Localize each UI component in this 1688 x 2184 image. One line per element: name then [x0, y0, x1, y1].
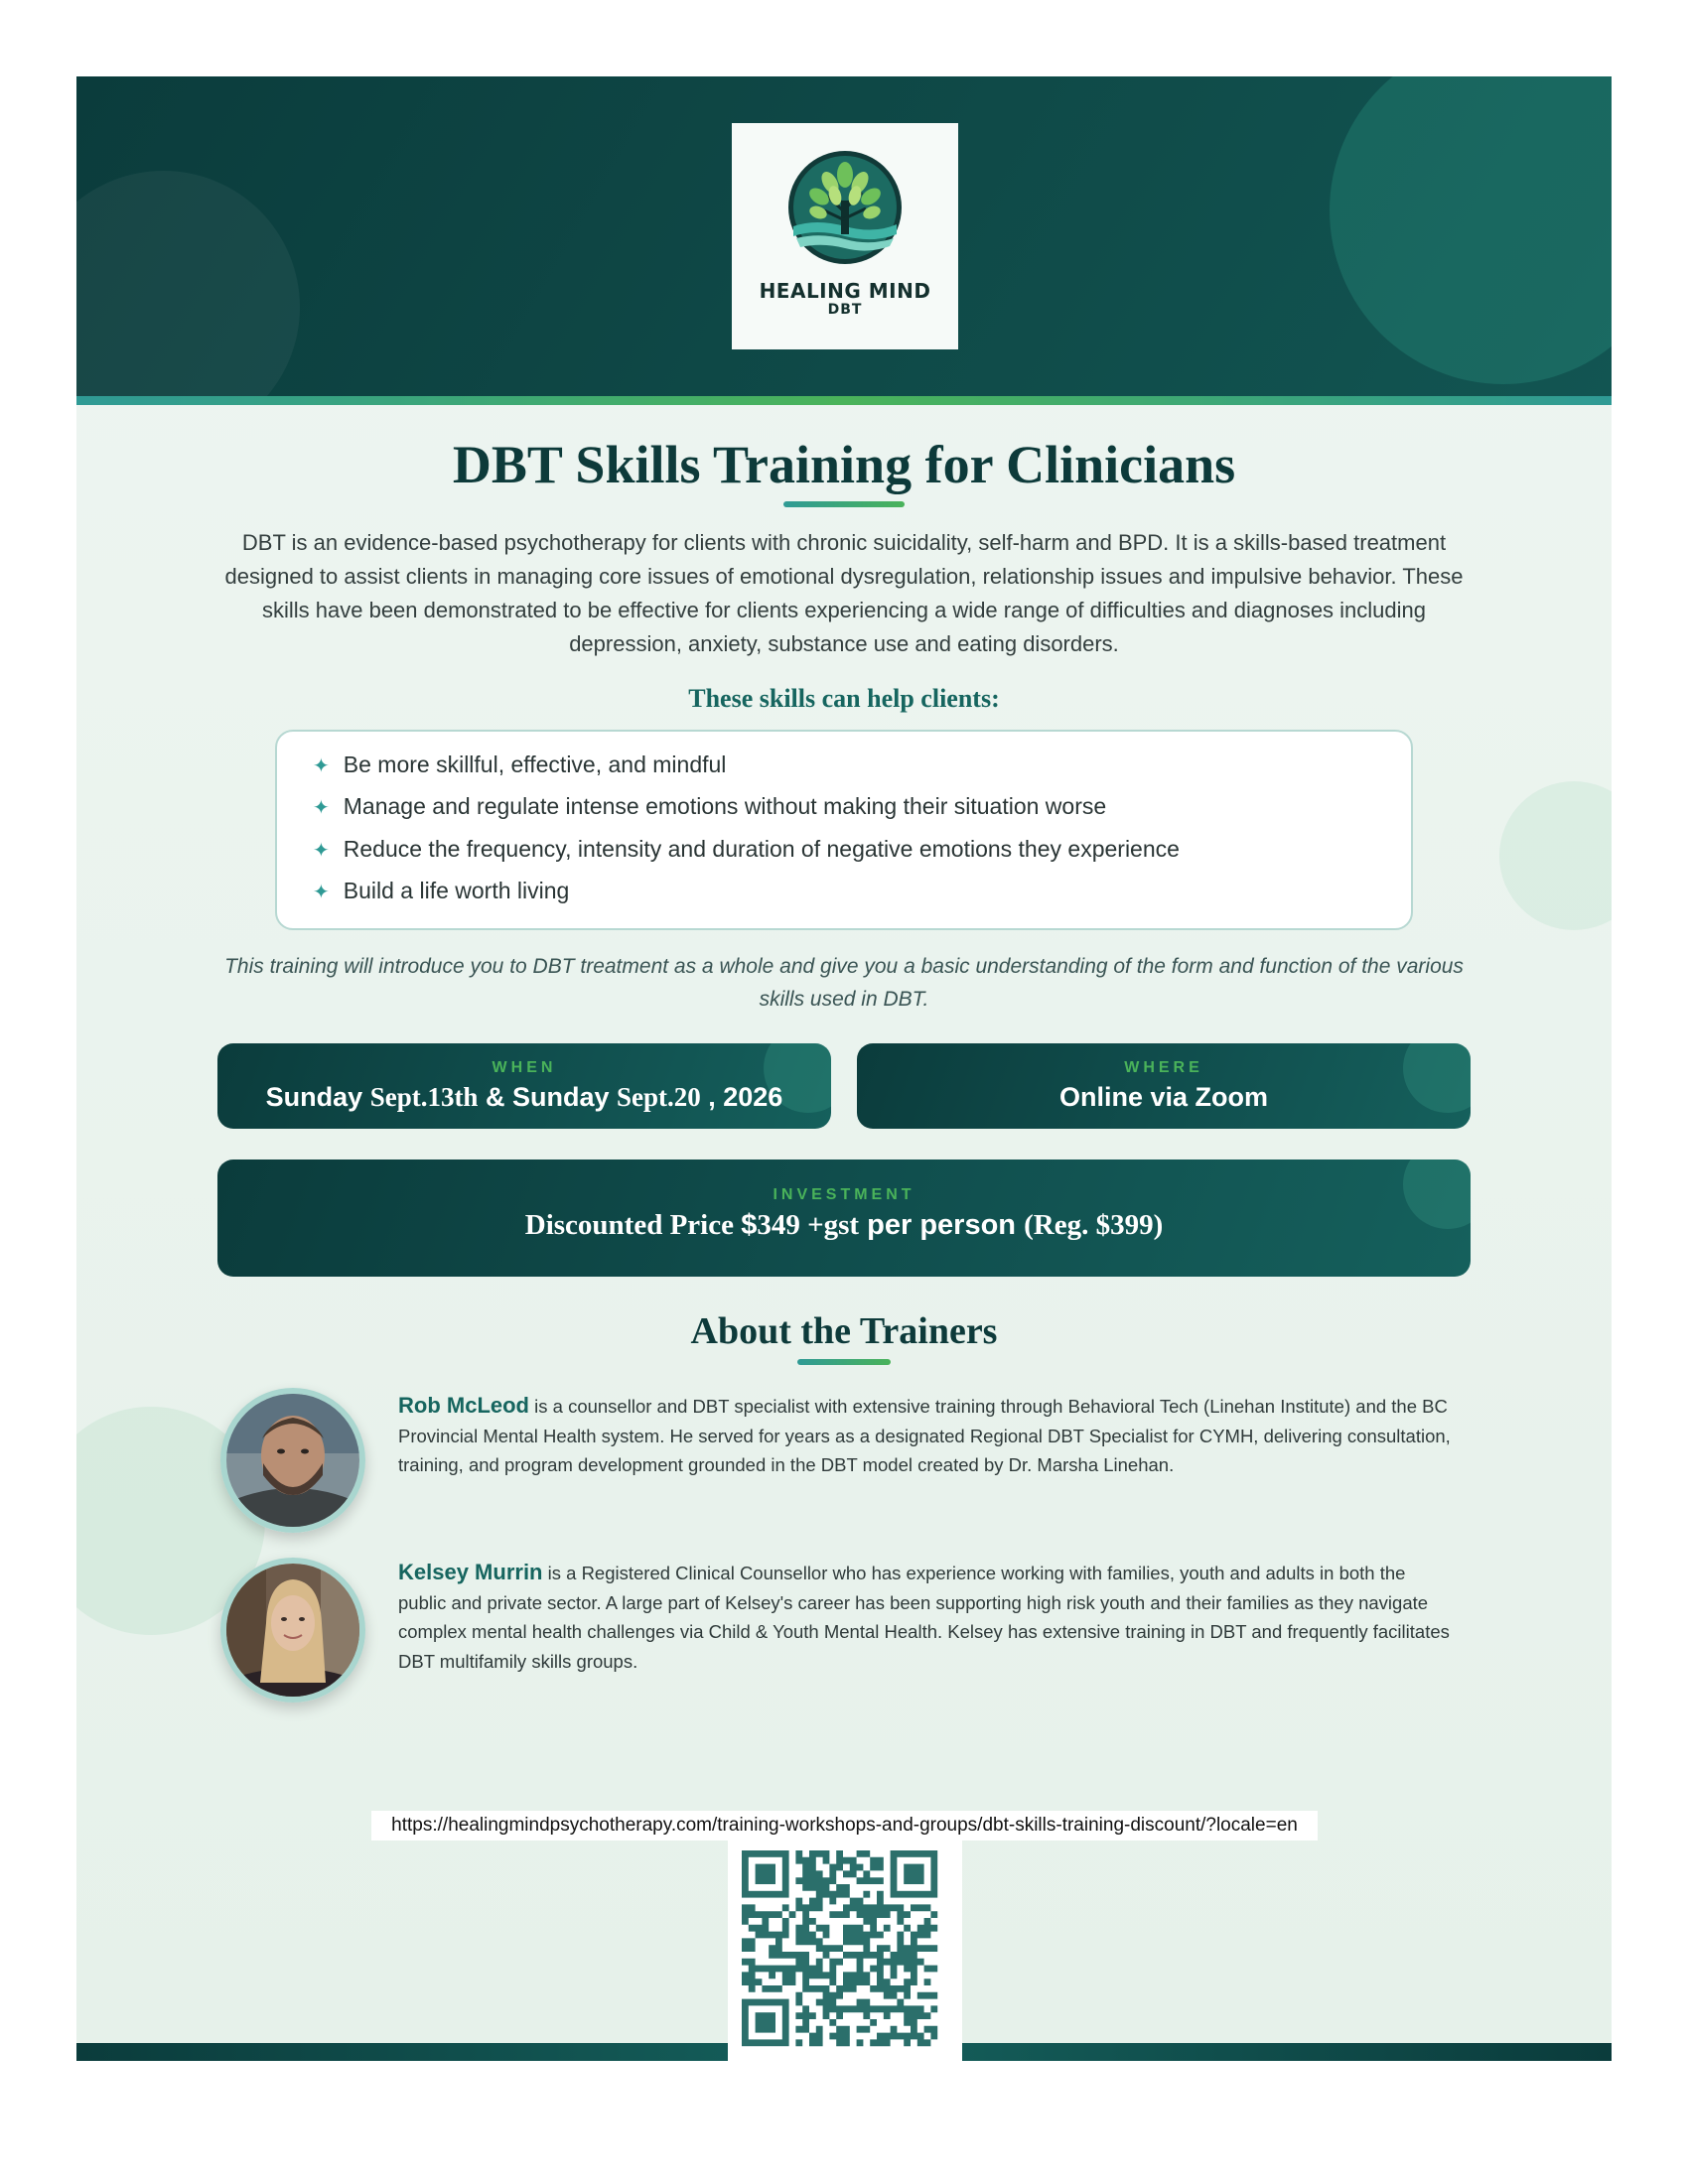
trainer-description: is a counsellor and DBT specialist with extensive training through Behavioral Tech (Linehan Institute) and the BC Provincial Mental Health system. He served for years as a designated Regional DBT Specialist for CYMH, delivering consultation, training, and program development grounded in the DBT model created by Dr. Marsha Linehan.: [398, 1396, 1451, 1475]
sparkle-icon: ✦: [313, 882, 330, 903]
investment-label: INVESTMENT: [773, 1186, 915, 1203]
where-value: Online via Zoom: [1058, 1082, 1269, 1112]
trainer-photo-kelsey: [226, 1564, 359, 1697]
trainer-name: Rob McLeod: [398, 1393, 529, 1418]
skills-heading: These skills can help clients:: [688, 684, 1000, 713]
skill-text: Build a life worth living: [343, 878, 570, 903]
qr-code-icon: [742, 1850, 948, 2049]
regular-price: (Reg. $399): [1024, 1209, 1164, 1241]
price-currency: $: [741, 1209, 758, 1241]
trainer-bio: [398, 1558, 1451, 1676]
sparkle-icon: ✦: [313, 797, 330, 819]
header-banner: [76, 76, 1612, 396]
when-card: [217, 1043, 831, 1129]
decorative-circle: [1330, 76, 1612, 384]
skill-text: Reduce the frequency, intensity and duration of negative emotions they experience: [343, 836, 1180, 862]
trainer-description: is a Registered Clinical Counsellor who has experience working with families, youth and adults in both the public and private sector. A large part of Kelsey's career has been supporting high risk youth and their families as they navigate complex mental health challenges via Child & Youth Mental Health. Kelsey has extensive training in DBT and frequently facilitates DBT multifamily skills groups.: [398, 1563, 1450, 1672]
decorative-circle: [76, 171, 300, 396]
avatar: [220, 1558, 365, 1703]
when-day-1: Sunday: [265, 1082, 370, 1112]
list-item: [313, 793, 1106, 820]
page-title: DBT Skills Training for Clinicians: [452, 435, 1236, 494]
price-amount: 349 +gst: [757, 1209, 860, 1241]
when-year: , 2026: [700, 1082, 783, 1112]
tree-logo-icon: [786, 149, 904, 270]
trainers-heading-underline: [797, 1359, 891, 1365]
trainer-photo-rob: [226, 1394, 359, 1527]
investment-card: [217, 1160, 1471, 1277]
price-unit: per person: [859, 1209, 1025, 1241]
title-underline: [783, 501, 905, 507]
investment-value: [217, 1209, 1471, 1242]
where-label: WHERE: [1124, 1059, 1203, 1076]
when-date-2: Sept.20: [616, 1082, 701, 1112]
trainers-heading: About the Trainers: [690, 1310, 998, 1352]
when-value: [217, 1082, 831, 1113]
decorative-circle: [1499, 781, 1612, 930]
list-item: [313, 878, 569, 904]
list-item: [313, 751, 726, 778]
list-item: [313, 836, 1180, 863]
logo-subtitle: DBT: [827, 302, 863, 318]
when-date-1: Sept.13th: [369, 1082, 479, 1112]
discounted-price-label: Discounted Price: [524, 1209, 742, 1241]
when-label: WHEN: [492, 1059, 557, 1076]
tagline: This training will introduce you to DBT treatment as a whole and give you a basic understanding of the form and function of the various skills used in DBT.: [224, 955, 1464, 1011]
logo: [732, 123, 958, 349]
where-card: [857, 1043, 1471, 1129]
avatar: [220, 1388, 365, 1533]
skill-text: Be more skillful, effective, and mindful: [343, 751, 727, 777]
flyer: [76, 76, 1612, 2061]
when-day-2: & Sunday: [478, 1082, 617, 1112]
trainer-bio: [398, 1391, 1451, 1480]
trainer-name: Kelsey Murrin: [398, 1560, 543, 1584]
sparkle-icon: ✦: [313, 840, 330, 862]
sparkle-icon: ✦: [313, 755, 330, 777]
skill-text: Manage and regulate intense emotions without making their situation worse: [343, 793, 1107, 819]
header-accent-stripe: [76, 396, 1612, 405]
qr-code[interactable]: [728, 1841, 962, 2061]
skills-list: [275, 730, 1413, 930]
logo-name: HEALING MIND: [759, 279, 931, 303]
intro-paragraph: DBT is an evidence-based psychotherapy for clients with chronic suicidality, self-harm and BPD. It is a skills-based treatment designed to assist clients in managing core issues of emotional dysregulation, relationship issues and impulsive behavior. These skills have been demonstrated to be effective for clients experiencing a wide range of difficulties and diagnoses including depression, anxiety, substance use and eating disorders.: [224, 530, 1464, 656]
registration-link[interactable]: https://healingmindpsychotherapy.com/training-workshops-and-groups/dbt-skills-training-discount/?locale=en: [371, 1811, 1318, 1841]
